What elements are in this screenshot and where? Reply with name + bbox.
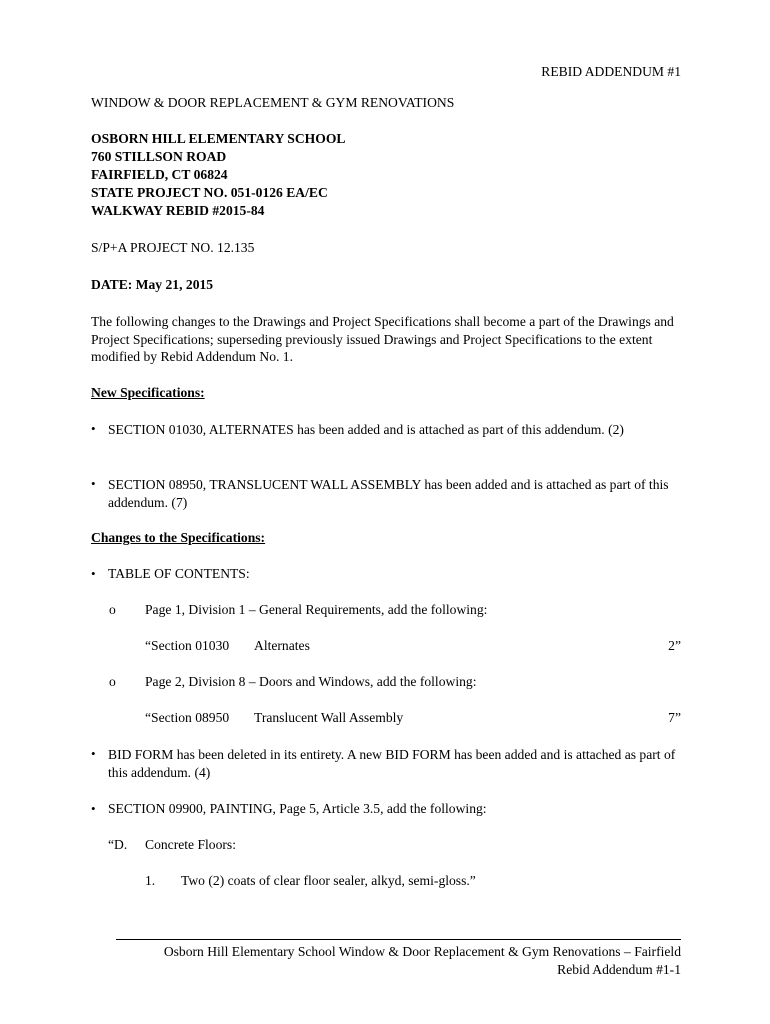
toc-entry-page: 2”	[668, 638, 681, 653]
bullet-icon: •	[91, 801, 96, 816]
project-number: S/P+A PROJECT NO. 12.135	[91, 240, 255, 255]
walkway-rebid: WALKWAY REBID #2015-84	[91, 203, 265, 218]
new-spec-item-alternates: SECTION 01030, ALTERNATES has been added and is attached as part of this addendum. (2)	[108, 422, 624, 437]
bullet-icon: •	[91, 421, 96, 436]
new-specs-heading: New Specifications:	[91, 385, 205, 400]
toc-entry-section: “Section 08950	[145, 710, 230, 725]
new-spec-item-translucent: SECTION 08950, TRANSLUCENT WALL ASSEMBLY has been added and is attached as part of this addendum. (7)	[108, 477, 669, 510]
toc-entry-name: Translucent Wall Assembly	[254, 710, 404, 725]
school-address: 760 STILLSON ROAD	[91, 149, 227, 164]
subclause-label: 1.	[145, 873, 156, 888]
addendum-title: REBID ADDENDUM #1	[541, 64, 681, 79]
painting-item: SECTION 09900, PAINTING, Page 5, Article 3.5, add the following:	[108, 801, 487, 816]
bid-form-item: BID FORM has been deleted in its entirety. A new BID FORM has been added and is attached as part of this addendum. (4)	[108, 747, 676, 780]
toc-sub-item-division8: Page 2, Division 8 – Doors and Windows, add the following:	[145, 674, 477, 689]
subclause-text: Two (2) coats of clear floor sealer, alkyd, semi-gloss.”	[181, 873, 476, 888]
bullet-icon: •	[91, 746, 96, 761]
intro-paragraph: The following changes to the Drawings and Project Specifications shall become a part of the Drawings and Project Specifications; superseding previously issued Drawings and Project Specifications to the extent modified by Rebid Addendum No. 1.	[91, 314, 674, 364]
footer-title: Osborn Hill Elementary School Window & Door Replacement & Gym Renovations – Fairfield	[163, 944, 681, 959]
sub-bullet-icon: o	[109, 674, 116, 689]
bullet-icon: •	[91, 476, 96, 491]
toc-entry-page: 7”	[668, 710, 681, 725]
school-city: FAIRFIELD, CT 06824	[91, 167, 228, 182]
state-project-no: STATE PROJECT NO. 051-0126 EA/EC	[91, 185, 328, 200]
date-line: DATE: May 21, 2015	[91, 277, 214, 292]
toc-item: TABLE OF CONTENTS:	[108, 566, 250, 581]
clause-label: “D.	[108, 837, 128, 852]
toc-entry-name: Alternates	[254, 638, 310, 653]
footer-divider	[116, 939, 681, 940]
clause-text: Concrete Floors:	[145, 837, 236, 852]
toc-sub-item-division1: Page 1, Division 1 – General Requirements, add the following:	[145, 602, 488, 617]
school-name: OSBORN HILL ELEMENTARY SCHOOL	[91, 131, 346, 146]
project-title: WINDOW & DOOR REPLACEMENT & GYM RENOVATIONS	[91, 95, 455, 110]
changes-heading: Changes to the Specifications:	[91, 530, 266, 545]
footer-page-number: Rebid Addendum #1-1	[557, 962, 681, 977]
sub-bullet-icon: o	[109, 602, 116, 617]
toc-entry-section: “Section 01030	[145, 638, 230, 653]
bullet-icon: •	[91, 566, 96, 581]
